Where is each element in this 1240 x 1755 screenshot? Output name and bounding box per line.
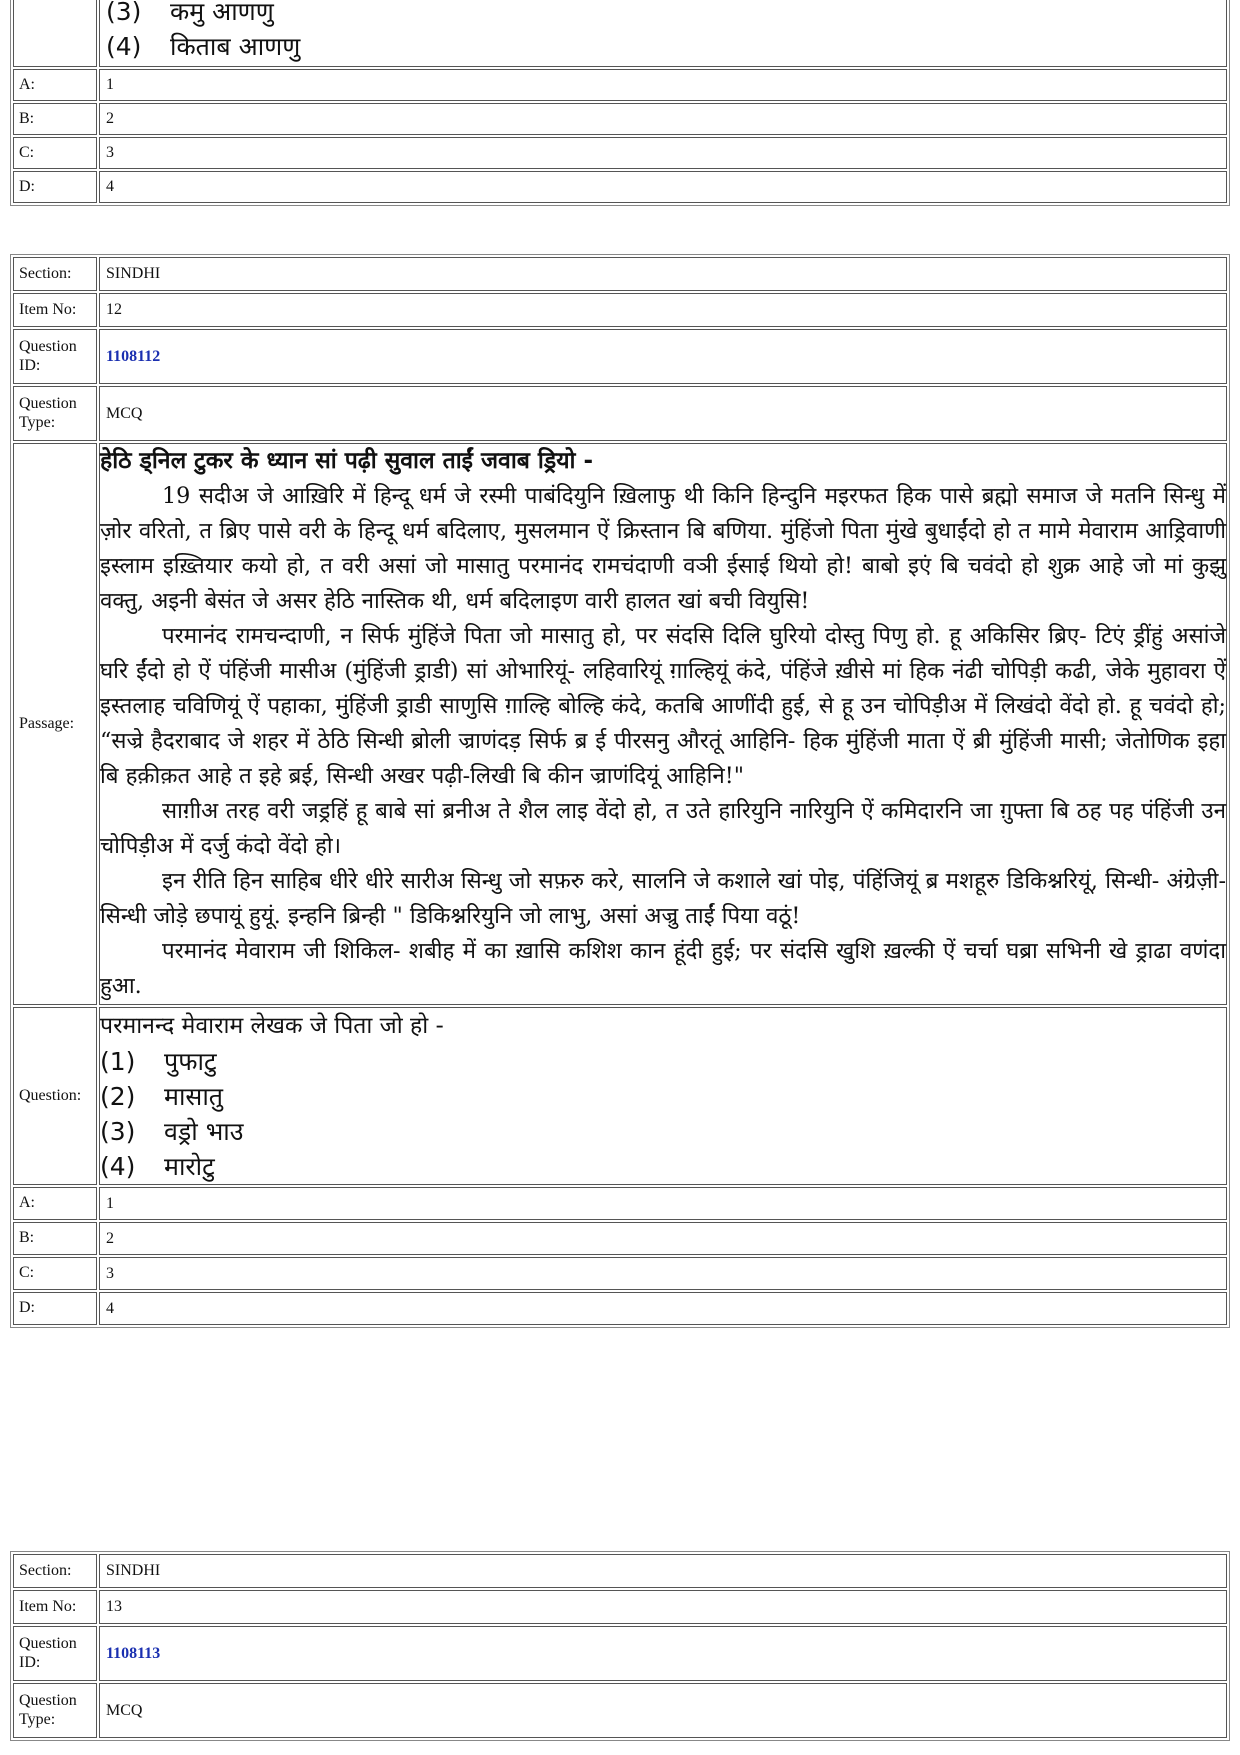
option-text: पुफाटु — [164, 1047, 217, 1076]
answer-row-a — [13, 69, 1227, 101]
option-number: (2) — [100, 1082, 136, 1111]
section-row — [13, 1554, 1227, 1588]
question-block-12 — [10, 254, 1230, 1328]
option-text: मारोटु — [164, 1152, 215, 1181]
question-block-prev — [10, 0, 1230, 206]
option-number: (3) — [106, 0, 142, 26]
option-3 — [100, 1114, 1226, 1149]
question-type-label: Question Type: — [13, 1683, 97, 1738]
item-no-value: 13 — [99, 1590, 1227, 1624]
option-4 — [106, 29, 1220, 64]
option-3 — [106, 0, 1220, 29]
option-text: मासातु — [164, 1082, 224, 1111]
question-row — [13, 0, 1227, 67]
option-text: कमु आणणु — [170, 0, 274, 26]
answer-label: C: — [13, 1257, 97, 1290]
option-number: (3) — [100, 1117, 136, 1146]
question-id-value: 1108112 — [99, 329, 1227, 384]
section-value: SINDHI — [99, 1554, 1227, 1588]
answer-value: 3 — [99, 1257, 1227, 1290]
answer-label: B: — [13, 103, 97, 135]
question-id-label: Question ID: — [13, 1626, 97, 1681]
option-number: (1) — [100, 1047, 136, 1076]
item-no-label: Item No: — [13, 1590, 97, 1624]
option-number: (4) — [106, 32, 142, 61]
section-label: Section: — [13, 257, 97, 291]
answer-value: 3 — [99, 137, 1227, 169]
answer-label: A: — [13, 69, 97, 101]
answer-row-c — [13, 137, 1227, 169]
answer-label: A: — [13, 1187, 97, 1220]
answer-label: C: — [13, 137, 97, 169]
question-cell — [99, 1007, 1227, 1185]
question-type-value: MCQ — [99, 1683, 1227, 1738]
option-text: किताब आणणु — [170, 32, 301, 61]
question-block-13 — [10, 1551, 1230, 1741]
section-row — [13, 257, 1227, 291]
question-type-row — [13, 386, 1227, 441]
answer-value: 4 — [99, 171, 1227, 203]
option-2 — [100, 1079, 1226, 1114]
section-label: Section: — [13, 1554, 97, 1588]
passage-label: Passage: — [13, 443, 97, 1005]
question-id-label: Question ID: — [13, 329, 97, 384]
answer-row-c — [13, 1257, 1227, 1290]
section-value: SINDHI — [99, 257, 1227, 291]
answer-row-b — [13, 1222, 1227, 1255]
answer-label: B: — [13, 1222, 97, 1255]
answer-label: D: — [13, 171, 97, 203]
item-no-label: Item No: — [13, 293, 97, 327]
question-type-value: MCQ — [99, 386, 1227, 441]
item-no-row — [13, 1590, 1227, 1624]
question-label-cell — [13, 0, 97, 67]
question-id-value: 1108113 — [99, 1626, 1227, 1681]
passage-title: हेठि ड्निल टुकर के ध्यान सां पढ़ी सुवाल ताईं जवाब ड्रियो - — [100, 448, 594, 474]
question-id-row — [13, 1626, 1227, 1681]
passage-paragraph: परमानंद मेवाराम जी शिकिल- शबीह में का ख़ासि कशिश कान हूंदी हुई; पर संदसि खुशि ख़ल्की ऐं चर्चा घब्रा सभिनी खे ड्राढा वणंदा हुआ. — [100, 938, 1226, 999]
question-type-label: Question Type: — [13, 386, 97, 441]
passage-row — [13, 443, 1227, 1005]
question-label: Question: — [13, 1007, 97, 1185]
answer-value: 1 — [99, 1187, 1227, 1220]
passage-paragraph: 19 सदीअ जे आख़िरि में हिन्दू धर्म जे रस्मी पाबंदियुनि ख़िलाफु थी किनि हिन्दुनि मइरफत हिक पासे ब्रह्मो समाज जे मतनि सिन्धु में ज़ोर वरितो, त ब्रिए पासे वरी के हिन्दू धर्म बदिलाए, मुसलमान ऐं क्रिस्तान बि बणिया. मुंहिंजो पिता मुंखे बुधाईंदो हो त मामे मेवाराम आड्रिवाणी इस्लाम इख़्तियार कयो हो, त वरी असां जो मासातु परमानंद रामचंदाणी वञी ईसाई थियो हो! बाबो इएं बि चवंदो हो शुक्र आहे जो मां कुझु वक्तु, अइनी बेसंत जे असर हेठि नास्तिक थी, धर्म बदिलाइण वारी हालत खां बची वियुसि! — [100, 483, 1226, 614]
answer-value: 1 — [99, 69, 1227, 101]
question-stem: परमानन्द मेवाराम लेखक जे पिता जो हो - — [100, 1013, 444, 1039]
option-4 — [100, 1149, 1226, 1184]
option-1 — [100, 1044, 1226, 1079]
answer-row-b — [13, 103, 1227, 135]
answer-row-d — [13, 1292, 1227, 1325]
answer-value: 2 — [99, 1222, 1227, 1255]
question-type-row — [13, 1683, 1227, 1738]
answer-value: 2 — [99, 103, 1227, 135]
passage-paragraph: इन रीति हिन साहिब धीरे धीरे सारीअ सिन्धु जो सफ़रु करे, सालनि जे कशाले खां पोइ, पंहिंजियूं ब्र मशहूरु डिकिश्नरियूं, सिन्धी- अंग्रेज़ी- सिन्धी जोड़े छपायूं हुयूं. इन्हनि ब्रिन्ही " डिकिश्नरियुनि जो लाभु, असां अज्रु ताईं पिया वठूं! — [100, 868, 1226, 929]
answer-value: 4 — [99, 1292, 1227, 1325]
passage-paragraph: साग़ीअ तरह वरी जड्रहिं हू बाबे सां ब्रनीअ ते शैल लाइ वेंदो हो, त उते हारियुनि नारियुनि ऐं कमिदारनि जा ग़ुफ्ता बि ठह पह पंहिंजी उन चोपिड़ीअ में दर्जु कंदो वेंदो हो। — [100, 798, 1226, 859]
option-number: (4) — [100, 1152, 136, 1181]
answer-row-d — [13, 171, 1227, 203]
answer-row-a — [13, 1187, 1227, 1220]
question-id-row — [13, 329, 1227, 384]
passage-paragraph: परमानंद रामचन्दाणी, न सिर्फ मुंहिंजे पिता जो मासातु हो, पर संदसि दिलि घुरियो दोस्तु पिणु हो. हू अकिसिर ब्रिए- टिएं ड्रींहुं असांजे घरि ईंदो हो ऐं पंहिंजी मासीअ (मुंहिंजी ड्राडी) सां ओभारियूं- लहिवारियूं ग़ाल्हियूं कंदे, पंहिंजे ख़ीसे मां हिक नंढी चोपिड़ी कढी, जेके मुहावरा ऐं इस्तलाह चविणियूं ऐं पहाका, मुंहिंजी ड्राडी साणुसि ग़ाल्हि बोल्हि कंदे, कतबि आणींदी हुई, से हू उन चोपिड़ीअ में लिखंदो वेंदो हो. हू चवंदो हो; “सज्रे हैदराबाद जे शहर में ठेठि सिन्धी ब्रोली ज्राणंदड़ सिर्फ ब्र ई पीरसनु औरतूं आहिनि- हिक मुंहिंजी माता ऐं ब्री मुंहिंजी मासी; जेतोणिक इहा बि हक़ीक़त आहे त इहे ब्रई, सिन्धी अखर पढ़ी-लिखी बि कीन ज्राणंदियूं आहिनि!" — [100, 623, 1226, 789]
passage-cell — [99, 443, 1227, 1005]
option-text: वड्रो भाउ — [164, 1117, 244, 1146]
question-options-cell — [99, 0, 1227, 67]
item-no-row — [13, 293, 1227, 327]
answer-label: D: — [13, 1292, 97, 1325]
question-row — [13, 1007, 1227, 1185]
item-no-value: 12 — [99, 293, 1227, 327]
